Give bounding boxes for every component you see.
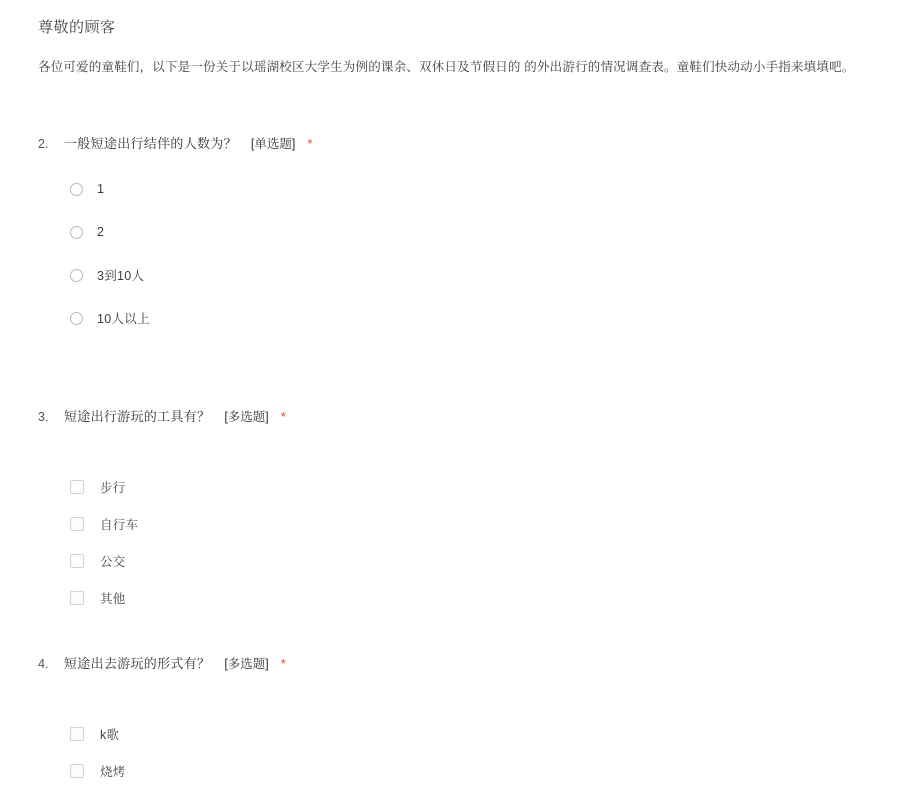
option-item[interactable] <box>70 221 900 243</box>
option-item[interactable] <box>70 178 900 200</box>
option-label: k歌 <box>100 728 120 742</box>
question-block-2 <box>0 133 900 350</box>
required-asterisk: * <box>280 409 286 424</box>
checkbox-icon[interactable] <box>70 764 84 778</box>
question-header <box>0 406 900 425</box>
option-label: 步行 <box>100 481 126 495</box>
option-item[interactable] <box>70 513 900 535</box>
option-list <box>70 178 900 329</box>
question-text: 短途出去游玩的形式有？ <box>64 656 211 671</box>
question-type-label: [单选题] <box>250 137 296 151</box>
radio-button-icon[interactable] <box>70 312 83 325</box>
option-item[interactable] <box>70 476 900 498</box>
option-item[interactable] <box>70 723 900 745</box>
question-header <box>0 133 900 152</box>
checkbox-icon[interactable] <box>70 480 84 494</box>
option-label: 烧烤 <box>100 765 126 779</box>
option-item[interactable] <box>70 760 900 782</box>
question-text: 短途出行游玩的工具有？ <box>64 409 211 424</box>
required-asterisk: * <box>307 136 313 151</box>
option-list <box>70 476 900 609</box>
survey-description: 各位可爱的童鞋们，以下是一份关于以瑶湖校区大学生为例的课余、双休日及节假日的 的外出游行的情况调查表。童鞋们快动动小手指来填填吧。 <box>38 60 855 74</box>
option-label: 其他 <box>100 592 126 606</box>
question-number: 2. <box>38 137 49 151</box>
question-block-4 <box>0 653 900 797</box>
question-text: 一般短途出行结伴的人数为？ <box>64 136 237 151</box>
option-item[interactable] <box>70 307 900 329</box>
option-label: 2 <box>97 225 105 239</box>
question-type-label: [多选题] <box>224 657 269 671</box>
radio-button-icon[interactable] <box>70 226 83 239</box>
option-label: 10人以上 <box>97 312 150 326</box>
radio-button-icon[interactable] <box>70 183 83 196</box>
option-item[interactable] <box>70 550 900 572</box>
checkbox-icon[interactable] <box>70 727 84 741</box>
option-label: 自行车 <box>100 518 139 532</box>
option-label: 1 <box>97 182 105 196</box>
option-item[interactable] <box>70 264 900 286</box>
checkbox-icon[interactable] <box>70 517 84 531</box>
checkbox-icon[interactable] <box>70 554 84 568</box>
radio-button-icon[interactable] <box>70 269 83 282</box>
question-number: 3. <box>38 410 49 424</box>
option-list <box>70 723 900 782</box>
option-label: 3到10人 <box>97 269 145 283</box>
question-number: 4. <box>38 657 49 671</box>
option-label: 公交 <box>100 555 126 569</box>
question-header <box>0 653 900 672</box>
question-type-label: [多选题] <box>224 410 269 424</box>
required-asterisk: * <box>280 656 286 671</box>
question-block-3 <box>0 406 900 624</box>
checkbox-icon[interactable] <box>70 591 84 605</box>
option-item[interactable] <box>70 587 900 609</box>
page-title: 尊敬的顾客 <box>38 19 116 36</box>
